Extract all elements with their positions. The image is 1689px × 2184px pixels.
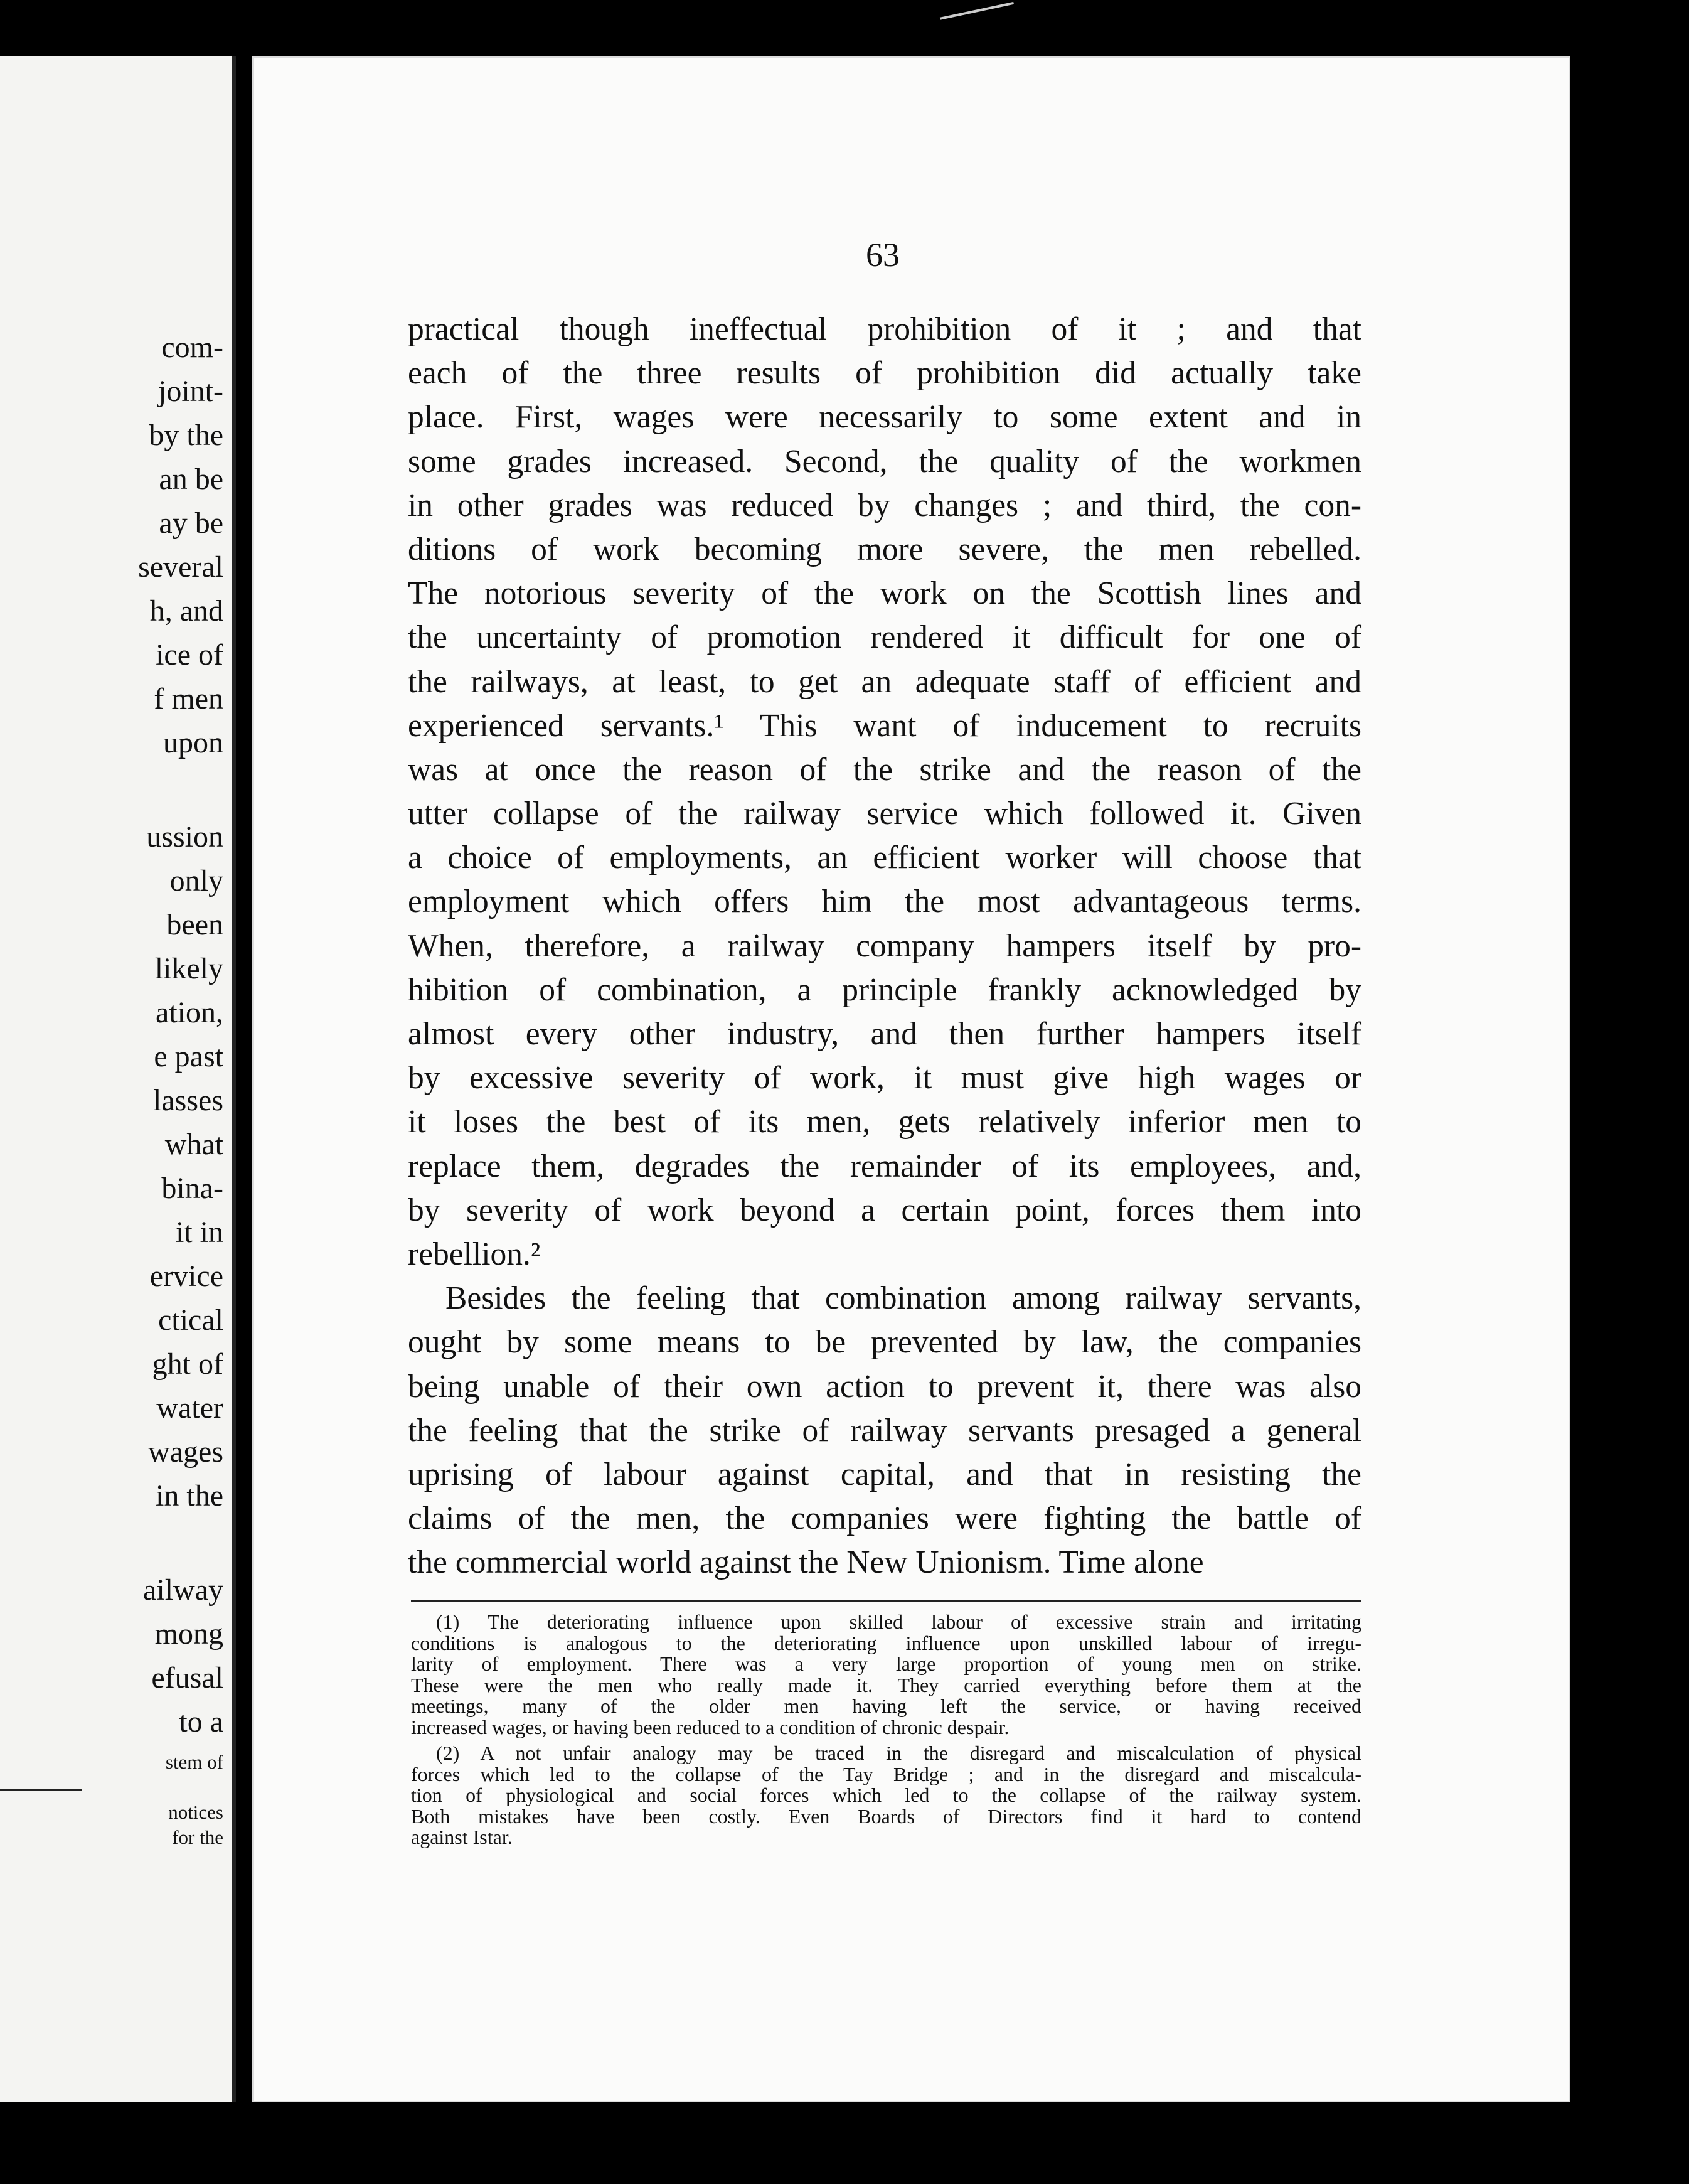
left-page-fragment: to a [179,1705,223,1738]
body-line: utter collapse of the railway service which followed it. Given [408,796,1361,832]
left-page-note-fragment: notices [168,1801,223,1823]
body-line: ditions of work becoming more severe, the men rebelled. [408,531,1361,567]
body-line: by severity of work beyond a certain point, forces them into [408,1192,1361,1228]
left-page-fragment: com- [161,331,223,364]
left-page-fragment: ervice [149,1260,223,1293]
left-page-fragment: e past [154,1040,223,1073]
left-page-fragment: efusal [151,1661,223,1694]
left-page-fragment: water [156,1391,223,1425]
footnote-2 [411,1743,1361,1848]
page-number: 63 [866,236,900,274]
left-page-fragment: ght of [152,1347,223,1381]
body-line: the railways, at least, to get an adequate staff of efficient and [408,663,1361,700]
left-page-fragment: f men [154,682,223,715]
left-page-fragment: h, and [149,594,223,628]
left-page-fragment: ctical [158,1303,223,1337]
left-facing-page [0,56,236,2102]
body-line: by excessive severity of work, it must give high wages or [408,1060,1361,1096]
body-line: in other grades was reduced by changes ; and third, the con- [408,487,1361,523]
body-line: rebellion.² [408,1236,541,1272]
left-page-fragment: ailway [143,1573,223,1607]
left-page-fragment: upon [163,726,223,759]
body-line: it loses the best of its men, gets relatively inferior men to [408,1104,1361,1140]
body-line: When, therefore, a railway company hampers itself by pro- [408,928,1361,964]
body-line: claims of the men, the companies were fighting the battle of [408,1501,1361,1537]
left-page-fragment: it in [175,1216,223,1249]
footnote-line: (2) A not unfair analogy may be traced in the disregard and miscalculation of physical [436,1742,1361,1764]
left-footnote-rule [0,1789,82,1791]
left-page-note-fragment: for the [172,1826,223,1848]
footnote-line: (1) The deteriorating influence upon skilled labour of excessive strain and irritating [436,1610,1361,1633]
body-line: some grades increased. Second, the quality of the workmen [408,443,1361,479]
left-page-fragment: been [166,908,223,941]
footnote-line: These were the men who really made it. They carried everything before them at the [411,1673,1361,1696]
left-page-fragment: mong [154,1617,223,1651]
body-line: hibition of combination, a principle frankly acknowledged by [408,972,1361,1008]
body-line: the commercial world against the New Unionism. Time alone [408,1544,1204,1581]
body-line: being unable of their own action to prevent it, there was also [408,1368,1361,1405]
left-page-note-fragment: stem of [165,1751,223,1773]
body-line: the uncertainty of promotion rendered it difficult for one of [408,619,1361,656]
left-page-fragment: what [164,1128,223,1161]
footnote-1 [411,1612,1361,1738]
footnote-line: Both mistakes have been costly. Even Boards of Directors find it hard to contend [411,1804,1361,1828]
body-line: employment which offers him the most advantageous terms. [408,884,1361,920]
body-line: the feeling that the strike of railway servants presaged a general [408,1412,1361,1448]
footnote-line: tion of physiological and social forces which led to the collapse of the railway system. [411,1784,1361,1806]
footnote-line: conditions is analogous to the deteriorating influence upon unskilled labour of irregu- [411,1631,1361,1654]
left-page-fragment: only [169,864,223,897]
left-page-fragment: bina- [161,1172,223,1205]
left-page-fragment: several [138,550,223,584]
left-page-fragment: ussion [146,820,223,854]
left-page-fragment: by the [149,419,223,452]
footnote-line: forces which led to the collapse of the Tay Bridge ; and in the disregard and miscalcula- [411,1762,1361,1785]
footnote-line: against Istar. [411,1826,513,1848]
footnotes [411,1612,1361,1853]
left-page-fragment: wages [148,1435,223,1469]
left-page-fragment: ation, [156,996,223,1029]
body-line: Besides the feeling that combination among railway servants, [445,1280,1361,1317]
footnote-line: larity of employment. There was a very large proportion of young men on strike. [411,1652,1361,1675]
body-line: place. First, wages were necessarily to some extent and in [408,399,1361,436]
left-page-fragment: in the [156,1479,223,1512]
footnote-line: meetings, many of the older men having left the service, or having received [411,1694,1361,1717]
left-page-fragment: ice of [156,638,223,672]
body-line: a choice of employments, an efficient worker will choose that [408,840,1361,876]
left-page-fragment: an be [159,463,223,496]
body-line: almost every other industry, and then further hampers itself [408,1016,1361,1052]
footnote-rule [411,1600,1361,1602]
left-page-fragment: joint- [158,375,223,408]
body-line: The notorious severity of the work on the Scottish lines and [408,575,1361,612]
body-line: experienced servants.¹ This want of inducement to recruits [408,707,1361,744]
body-line: replace them, degrades the remainder of its employees, and, [408,1148,1361,1184]
body-line: was at once the reason of the strike and the reason of the [408,751,1361,788]
left-page-fragment: lasses [153,1084,223,1117]
left-page-fragment: likely [154,952,223,985]
body-text [408,308,1361,1585]
body-line: practical though ineffectual prohibition of it ; and that [408,311,1361,347]
footnote-line: increased wages, or having been reduced to a condition of chronic despair. [411,1715,1010,1738]
body-line: ought by some means to be prevented by law, the companies [408,1324,1361,1361]
body-line: each of the three results of prohibition did actually take [408,355,1361,392]
body-line: uprising of labour against capital, and that in resisting the [408,1456,1361,1492]
scan-mark [940,2,1018,38]
left-page-fragment: ay be [159,506,223,540]
